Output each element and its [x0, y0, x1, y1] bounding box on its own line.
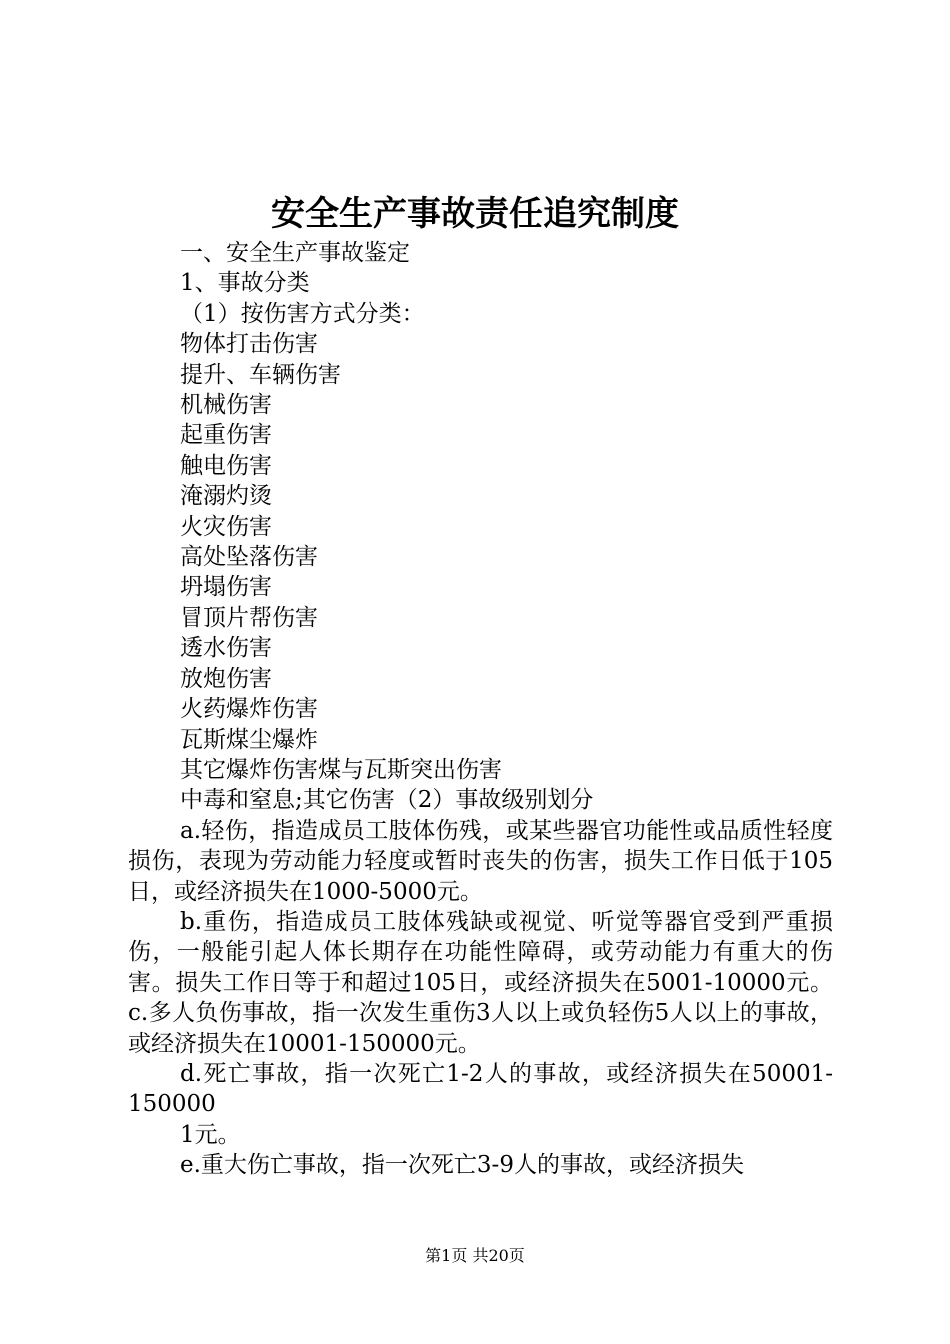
list-item: 起重伤害 — [180, 422, 272, 449]
paragraph-major-accident: e.重大伤亡事故，指一次死亡3-9人的事故，或经济损失 — [180, 1152, 744, 1179]
list-item: 中毒和窒息;其它伤害（2）事故级别划分 — [180, 787, 594, 814]
heading-section-1: 一、安全生产事故鉴定 — [180, 240, 410, 266]
list-item: 火药爆炸伤害 — [180, 696, 318, 723]
list-item: 提升、车辆伤害 — [180, 361, 341, 388]
list-item: 坍塌伤害 — [180, 574, 272, 601]
list-item: 高处坠落伤害 — [180, 544, 318, 571]
list-item: 其它爆炸伤害煤与瓦斯突出伤害 — [180, 756, 502, 783]
list-item: 触电伤害 — [180, 452, 272, 479]
paragraph-fragment: 1元。 — [180, 1121, 241, 1148]
list-item: 淹溺灼烫 — [180, 483, 272, 510]
list-item: 物体打击伤害 — [180, 331, 318, 358]
list-item: 放炮伤害 — [180, 665, 272, 692]
paragraph-death-accident: d.死亡事故，指一次死亡1-2人的事故，或经济损失在50001-150000 — [128, 1060, 833, 1118]
paragraph-serious-injury: b.重伤，指造成员工肢体残缺或视觉、听觉等器官受到严重损伤，一般能引起人体长期存在功能性障碍，或劳动能力有重大的伤害。损失工作日等于和超过105日，或经济损失在5001-10000元。c.多人负伤事故，指一次发生重伤3人以上或负轻伤5人以上的事故，或经济损失在10001-150000元。 — [128, 908, 833, 1057]
page-footer: 第1页 共20页 — [425, 1246, 525, 1265]
list-item: 透水伤害 — [180, 635, 272, 662]
paragraph-minor-injury: a.轻伤，指造成员工肢体伤残，或某些器官功能性或品质性轻度损伤，表现为劳动能力轻度或暂时丧失的伤害，损失工作日低于105日，或经济损失在1000-5000元。 — [128, 817, 833, 905]
heading-accident-classification: 1、事故分类 — [180, 270, 310, 297]
list-item: 机械伤害 — [180, 392, 272, 419]
document-body — [128, 238, 833, 1181]
document-title: 安全生产事故责任追究制度 — [271, 194, 679, 234]
list-item: 冒顶片帮伤害 — [180, 604, 318, 631]
list-item: 火灾伤害 — [180, 513, 272, 540]
heading-injury-type: （1）按伤害方式分类： — [180, 300, 425, 327]
list-item: 瓦斯煤尘爆炸 — [180, 726, 318, 753]
